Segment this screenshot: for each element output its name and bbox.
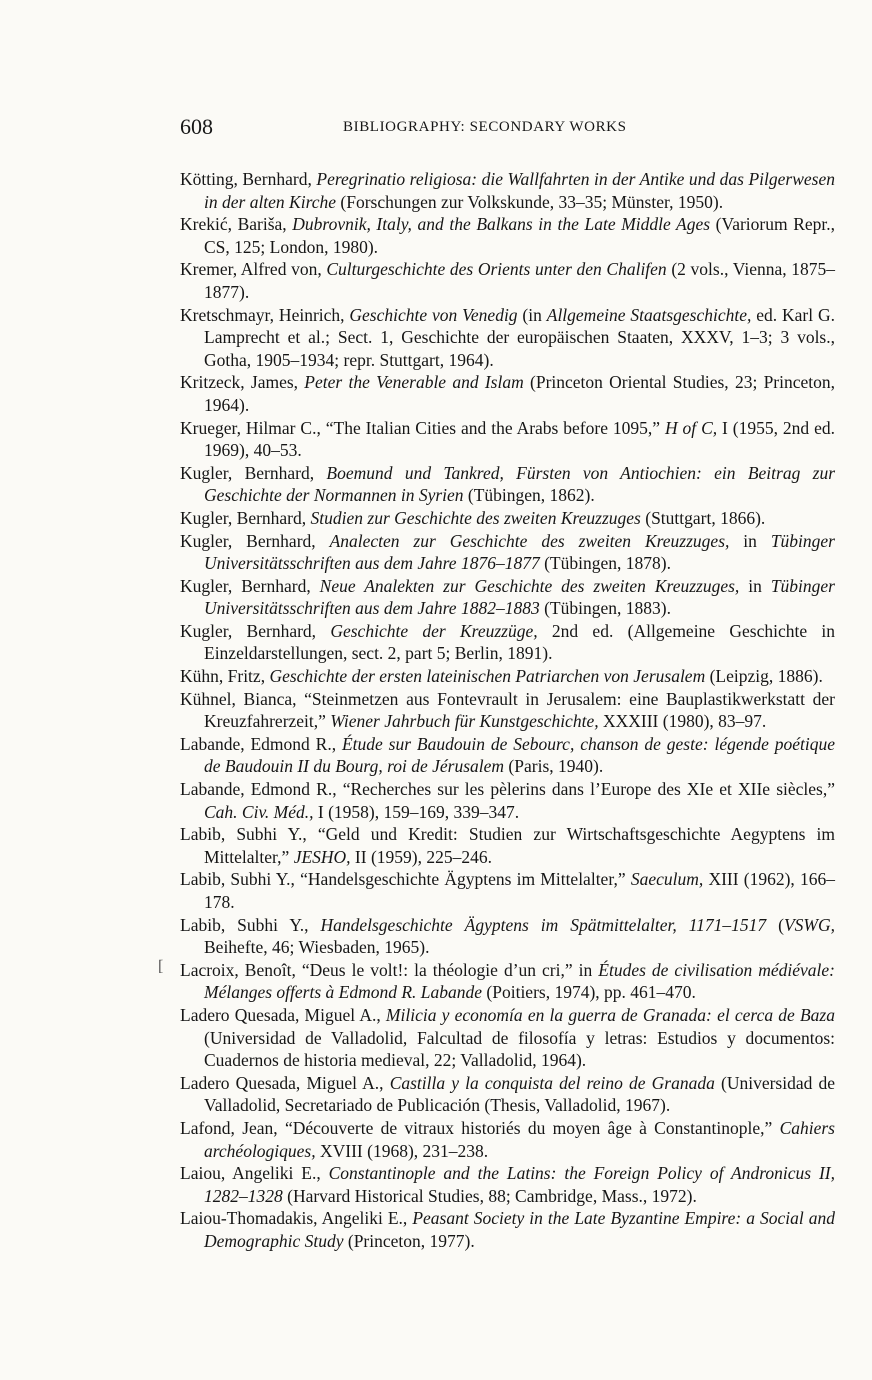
entry-details: XIII (1962), 166–178. bbox=[204, 869, 836, 912]
entry-author: Kugler, Bernhard, bbox=[180, 462, 327, 483]
entry-title: Milicia y economía en la guerra de Granada: el cerca de Baza bbox=[385, 1004, 835, 1025]
bibliography-entry bbox=[180, 733, 835, 778]
bibliography-entry bbox=[180, 914, 835, 959]
entry-details: (Variorum Repr., CS, 125; London, 1980). bbox=[204, 214, 835, 257]
bibliography-entry bbox=[180, 1117, 835, 1162]
entry-author: Labib, Subhi Y., “Handelsgeschichte Ägyptens im Mittelalter,” bbox=[180, 869, 631, 890]
bibliography-entry bbox=[180, 168, 835, 213]
entry-details: I (1955, 2nd ed. 1969), 40–53. bbox=[204, 417, 835, 461]
entry-author: Kugler, Bernhard, bbox=[180, 507, 311, 528]
entry-title: JESHO, bbox=[293, 846, 351, 867]
bibliography-entry bbox=[180, 530, 835, 575]
bibliography-entry bbox=[180, 213, 835, 258]
bibliography-entry bbox=[180, 665, 835, 688]
entry-author: Kugler, Bernhard, bbox=[180, 620, 331, 641]
entry-author: Krueger, Hilmar C., “The Italian Cities and the Arabs before 1095,” bbox=[180, 417, 665, 438]
entry-details: ed. Karl G. Lamprecht et al.; Sect. 1, Geschichte der europäischen Staaten, XXXV, 1–3; 3 vols., Gotha, 1905–1934; repr. Stuttgart, 1964). bbox=[204, 304, 835, 370]
entry-details: (2 vols., Vienna, 1875–1877). bbox=[204, 259, 835, 302]
entry-author: Kühn, Fritz, bbox=[180, 666, 270, 687]
entry-details: (Tübingen, 1883). bbox=[539, 598, 671, 619]
entry-details: (Paris, 1940). bbox=[504, 756, 604, 777]
bibliography-entry bbox=[180, 304, 835, 372]
bibliography-entry bbox=[180, 778, 835, 823]
entry-details: (Universidad de Valladolid, Secretariado de Publicación (Thesis, Valladolid, 1967). bbox=[204, 1072, 836, 1116]
bibliography-entry bbox=[180, 959, 835, 1004]
entry-details: XXXIII (1980), 83–97. bbox=[598, 711, 767, 732]
entry-details: XVIII (1968), 231–238. bbox=[315, 1140, 489, 1161]
entry-author: Lacroix, Benoît, “Deus le volt!: la théologie d’un cri,” in bbox=[180, 959, 599, 980]
entry-details: in bbox=[739, 575, 771, 596]
bibliography-entry bbox=[180, 507, 835, 530]
entry-details: II (1959), 225–246. bbox=[350, 846, 492, 867]
entry-author: Ladero Quesada, Miguel A., bbox=[180, 1004, 386, 1025]
entry-title: Cah. Civ. Méd., bbox=[204, 801, 314, 822]
entry-title: Études de civilisation médiévale: Mélanges offerts à Edmond R. Labande bbox=[204, 959, 835, 1003]
bibliography-entry bbox=[180, 688, 835, 733]
entry-author: Krekić, Bariša, bbox=[180, 214, 293, 235]
bibliography-entry bbox=[180, 417, 835, 462]
entry-title: Wiener Jahrbuch für Kunstgeschichte, bbox=[330, 711, 599, 732]
entry-details: 2nd ed. (Allgemeine Geschichte in Einzeldarstellungen, sect. 2, part 5; Berlin, 1891). bbox=[204, 620, 836, 664]
entry-title: Cahiers archéologiques, bbox=[204, 1117, 835, 1161]
entry-title: Étude sur Baudouin de Sebourc, chanson de geste: légende poétique de Baudouin II du Bourg, roi de Jérusalem bbox=[204, 733, 836, 777]
entry-title: Neue Analekten zur Geschichte des zweiten Kreuzzuges, bbox=[319, 575, 740, 596]
entry-author: Kritzeck, James, bbox=[180, 372, 305, 393]
bibliography-entry bbox=[180, 258, 835, 303]
entry-title: Castilla y la conquista del reino de Granada bbox=[389, 1072, 715, 1093]
entry-author: Ladero Quesada, Miguel A., bbox=[180, 1072, 390, 1093]
entry-author: Labande, Edmond R., “Recherches sur les pèlerins dans l’Europe des XIe et XIIe siècles,” bbox=[180, 779, 835, 800]
entry-details: (Leipzig, 1886). bbox=[705, 666, 823, 687]
entry-title: Geschichte der ersten lateinischen Patriarchen von Jerusalem bbox=[269, 666, 706, 687]
running-head: BIBLIOGRAPHY: SECONDARY WORKS bbox=[343, 119, 627, 135]
entry-author: Kötting, Bernhard, bbox=[180, 169, 317, 189]
entry-details: (in bbox=[517, 304, 547, 325]
bibliography-entry bbox=[180, 1004, 835, 1072]
entry-title: Geschichte von Venedig bbox=[349, 304, 518, 325]
entry-title: Peregrinatio religiosa: die Wallfahrten in der Antike und das Pilgerwesen in der alten Kirche bbox=[204, 169, 835, 212]
entry-author: Laiou-Thomadakis, Angeliki E., bbox=[180, 1208, 413, 1229]
bibliography-entry bbox=[180, 1072, 835, 1117]
entry-title: Studien zur Geschichte des zweiten Kreuzzuges bbox=[310, 507, 641, 528]
entry-title: Analecten zur Geschichte des zweiten Kreuzzuges, bbox=[329, 530, 730, 551]
entry-title: Culturgeschichte des Orients unter den Chalifen bbox=[326, 259, 667, 280]
entry-author: Kremer, Alfred von, bbox=[180, 259, 327, 280]
entry-title: Peter the Venerable and Islam bbox=[304, 372, 524, 393]
entry-title: Tübinger Universitätsschriften aus dem Jahre 1882–1883 bbox=[204, 575, 835, 619]
bibliography-entry bbox=[180, 371, 835, 416]
bibliography-entry bbox=[180, 823, 835, 868]
entry-title: Peasant Society in the Late Byzantine Empire: a Social and Demographic Study bbox=[204, 1208, 835, 1251]
entry-title: VSWG, bbox=[783, 914, 835, 935]
bibliography-entry bbox=[180, 1162, 835, 1207]
pencil-bracket-mark: [ bbox=[158, 958, 164, 975]
entry-title: H of C, bbox=[664, 417, 718, 438]
entry-details: (Princeton Oriental Studies, 23; Princeton, 1964). bbox=[204, 372, 836, 415]
bibliography-entry bbox=[180, 462, 835, 507]
entry-author: Lafond, Jean, “Découverte de vitraux historiés du moyen âge à Constantinople,” bbox=[180, 1117, 780, 1138]
bibliography-list bbox=[180, 168, 835, 1253]
entry-details: (Universidad de Valladolid, Falcultad de filosofía y letras: Estudios y documentos: Cuadernos de historia medieval, 22; Valladolid, 1964). bbox=[204, 1027, 835, 1071]
entry-title: Allgemeine Staatsgeschichte, bbox=[546, 304, 752, 325]
entry-details: Beihefte, 46; Wiesbaden, 1965). bbox=[204, 937, 430, 958]
entry-details: (Harvard Historical Studies, 88; Cambridge, Mass., 1972). bbox=[282, 1185, 697, 1206]
entry-title: Constantinople and the Latins: the Foreign Policy of Andronicus II, 1282–1328 bbox=[204, 1163, 835, 1206]
entry-author: Labande, Edmond R., bbox=[180, 733, 342, 754]
bibliography-entry bbox=[180, 868, 835, 913]
entry-author: Kugler, Bernhard, bbox=[180, 530, 330, 551]
entry-author: Laiou, Angeliki E., bbox=[180, 1163, 329, 1184]
entry-title: Dubrovnik, Italy, and the Balkans in the Late Middle Ages bbox=[292, 214, 711, 235]
entry-title: Geschichte der Kreuzzüge, bbox=[330, 620, 538, 641]
entry-details: (Forschungen zur Volkskunde, 33–35; Münster, 1950). bbox=[336, 191, 724, 212]
bibliography-entry bbox=[180, 620, 835, 665]
entry-title: Handelsgeschichte Ägyptens im Spätmittelalter, 1171–1517 bbox=[320, 914, 767, 935]
page-number: 608 bbox=[180, 114, 213, 139]
entry-author: Kugler, Bernhard, bbox=[180, 575, 320, 596]
entry-details: (Princeton, 1977). bbox=[343, 1230, 475, 1251]
bibliography-entry bbox=[180, 1207, 835, 1252]
page-header bbox=[180, 114, 835, 144]
entry-author: Kühnel, Bianca, “Steinmetzen aus Fontevrault in Jerusalem: eine Bauplastikwerkstatt der Kreuzfahrerzeit,” bbox=[180, 688, 835, 732]
bibliography-entry bbox=[180, 575, 835, 620]
entry-author: Labib, Subhi Y., “Geld und Kredit: Studien zur Wirtschaftsgeschichte Aegyptens im Mittelalter,” bbox=[180, 824, 835, 867]
entry-author: Labib, Subhi Y., bbox=[180, 914, 321, 935]
entry-title: Tübinger Universitätsschriften aus dem Jahre 1876–1877 bbox=[204, 530, 835, 574]
entry-details: (Stuttgart, 1866). bbox=[640, 507, 766, 528]
entry-details: ( bbox=[766, 914, 784, 935]
entry-details: (Poitiers, 1974), pp. 461–470. bbox=[482, 982, 696, 1003]
entry-title: Saeculum, bbox=[630, 869, 704, 890]
entry-details: in bbox=[729, 530, 771, 551]
entry-details: (Tübingen, 1862). bbox=[463, 485, 595, 506]
entry-details: (Tübingen, 1878). bbox=[539, 553, 671, 574]
entry-details: I (1958), 159–169, 339–347. bbox=[313, 801, 520, 822]
entry-author: Kretschmayr, Heinrich, bbox=[180, 304, 350, 325]
entry-title: Boemund und Tankred, Fürsten von Antiochien: ein Beitrag zur Geschichte der Normannen in Syrien bbox=[204, 462, 836, 506]
